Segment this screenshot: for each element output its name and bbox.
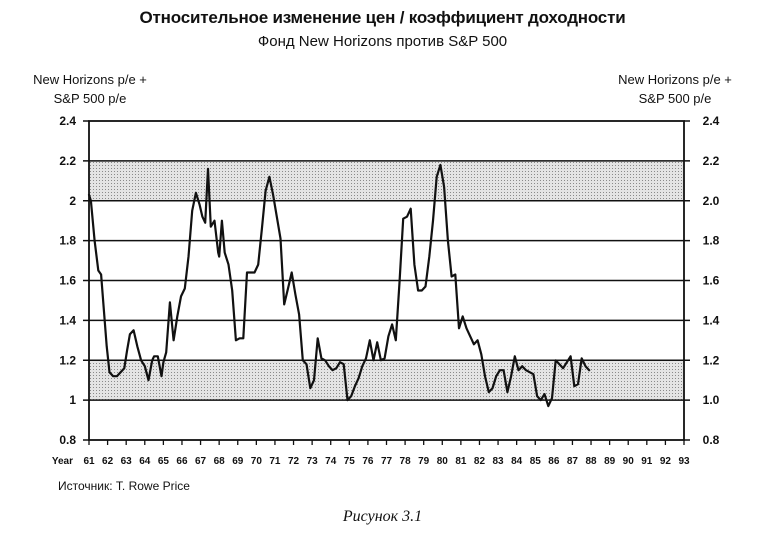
x-tick-label: 67 [195,456,207,467]
x-tick-label: 93 [678,456,690,467]
x-tick-label: 79 [418,456,430,467]
source-note: Источник: T. Rowe Price [58,479,190,493]
x-tick-label: 85 [529,456,541,467]
chart-subtitle: Фонд New Horizons против S&P 500 [257,33,508,50]
x-tick-label: 65 [157,456,169,467]
x-tick-label: 70 [250,456,262,467]
y-tick-label-right: 1.2 [702,353,720,368]
x-tick-label: 64 [139,456,151,467]
chart-title: Относительное изменение цен / коэффициент доходности [139,8,626,27]
y-tick-label-left: 2 [69,193,76,208]
y-tick-label-left: 1.4 [59,313,76,328]
x-tick-label: 80 [436,456,448,467]
x-tick-label: 83 [492,456,504,467]
x-tick-label: 78 [399,456,411,467]
x-tick-label: 76 [362,456,374,467]
y-tick-label-right: 1.8 [702,233,720,248]
x-tick-label: 73 [306,456,318,467]
y-axis-label-right-line-1: New Horizons p/e + [618,72,732,87]
x-tick-label: 90 [622,456,634,467]
shaded-band-0 [89,360,684,400]
y-tick-label-left: 1.8 [59,233,76,248]
y-tick-label-left: 1.2 [59,353,76,368]
x-tick-label: 86 [548,456,560,467]
x-tick-label: 66 [176,456,188,467]
y-tick-label-right: 1.6 [702,273,720,288]
y-tick-label-left: 0.8 [59,433,76,447]
x-tick-label: 63 [120,456,132,467]
x-axis-label: Year [51,456,73,467]
shaded-band-1 [89,161,684,201]
x-tick-label: 61 [83,456,95,467]
x-tick-label: 72 [287,456,300,467]
y-tick-label-left: 1.6 [59,273,76,288]
x-tick-label: 88 [585,456,597,467]
y-tick-label-right: 1.4 [702,313,720,328]
x-tick-label: 82 [473,456,486,467]
y-tick-label-right: 1.0 [702,393,720,408]
y-tick-label-left: 2.4 [59,114,76,128]
y-tick-label-left: 1 [69,393,76,408]
x-tick-label: 71 [269,456,281,467]
x-tick-label: 89 [604,456,616,467]
x-tick-label: 84 [511,456,523,467]
x-tick-label: 87 [566,456,578,467]
x-tick-label: 69 [232,456,244,467]
x-tick-label: 74 [325,456,337,467]
y-axis-label-left-line-1: New Horizons p/e + [33,72,147,87]
x-tick-label: 62 [102,456,114,467]
figure-caption: Рисунок 3.1 [342,508,423,525]
x-tick-label: 91 [641,456,653,467]
x-tick-label: 92 [659,456,671,467]
x-tick-label: 75 [343,456,355,467]
y-axis-label-right-line-2: S&P 500 p/e [638,91,712,106]
x-tick-label: 68 [213,456,225,467]
y-tick-label-right: 2.4 [702,114,720,128]
x-tick-label: 77 [380,456,393,467]
y-tick-label-right: 2.0 [702,193,720,208]
y-tick-label-right: 2.2 [702,153,720,168]
y-tick-label-right: 0.8 [702,433,720,447]
x-tick-label: 81 [455,456,467,467]
y-tick-label-left: 2.2 [59,153,76,168]
y-axis-label-left-line-2: S&P 500 p/e [53,91,127,106]
